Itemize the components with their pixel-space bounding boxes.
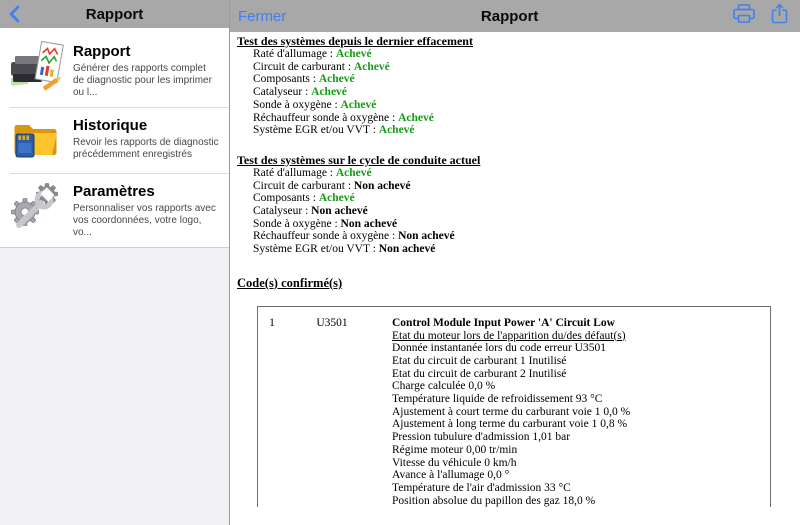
history-folder-icon: [10, 115, 64, 165]
report-printer-icon: [10, 41, 64, 91]
sidebar-item-description: Générer des rapports complet de diagnostic pour les imprimer ou l...: [73, 63, 212, 98]
test-status-row: Raté d'allumage : Achevé: [253, 166, 372, 179]
status-value: Achevé: [353, 60, 390, 73]
sidebar-header: [0, 0, 229, 28]
code-id: U3501: [316, 316, 348, 329]
test-status-row: Système EGR et/ou VVT : Achevé: [253, 124, 415, 137]
test-status-row: Catalyseur : Achevé: [253, 86, 347, 99]
report-toolbar: [230, 0, 800, 32]
test-status-row: Raté d'allumage : Achevé: [253, 48, 372, 60]
code-detail-line: Régime moteur 0,00 tr/min: [392, 443, 518, 456]
code-detail-line: Température de l'air d'admission 33 °C: [392, 481, 571, 494]
code-title: Control Module Input Power 'A' Circuit Low: [392, 316, 615, 329]
sidebar-item-text: [73, 181, 219, 239]
test-status-row: Réchauffeur sonde à oxygène : Non achevé: [253, 230, 455, 243]
sidebar-item-text: [73, 41, 219, 99]
sidebar-items: [0, 28, 229, 248]
test-status-row: Composants : Achevé: [253, 192, 355, 205]
test-status-row: Catalyseur : Non achevé: [253, 205, 368, 218]
sidebar-item-description: Personnaliser vos rapports avec vos coordonnées, votre logo, vo...: [73, 203, 216, 238]
status-value: Achevé: [340, 98, 377, 111]
status-value: Achevé: [335, 166, 372, 179]
test-status-row: Réchauffeur sonde à oxygène : Achevé: [253, 111, 434, 124]
status-value: Non achevé: [353, 179, 411, 192]
test-status-row: Composants : Achevé: [253, 73, 355, 86]
confirmed-codes-heading: Code(s) confirmé(s): [237, 275, 343, 290]
test-status-row: Circuit de carburant : Non achevé: [253, 179, 411, 192]
sidebar: [0, 0, 230, 525]
section-heading: Test des systèmes sur le cycle de conduite actuel: [237, 152, 481, 167]
close-button[interactable]: Fermer: [238, 7, 287, 25]
code-detail-line: Position absolue du papillon des gaz 18,0 %: [392, 494, 596, 507]
test-status-row: Circuit de carburant : Achevé: [253, 60, 390, 73]
status-value: Non achevé: [311, 205, 368, 218]
test-status-row: Système EGR et/ou VVT : Non achevé: [253, 243, 436, 256]
sidebar-item-text: [73, 115, 219, 161]
status-value: Non achevé: [398, 230, 455, 243]
test-status-row: Sonde à oxygène : Achevé: [253, 98, 377, 111]
code-detail-line: Avance à l'allumage 0,0 °: [392, 469, 510, 482]
status-value: Achevé: [335, 48, 372, 60]
code-description: [378, 317, 770, 507]
sidebar-item-title: Paramètres: [73, 183, 155, 200]
sidebar-item-rapport[interactable]: [0, 34, 229, 107]
code-detail-line: Etat du circuit de carburant 2 Inutilisé: [392, 367, 567, 380]
report-panel: [230, 0, 800, 525]
share-icon[interactable]: [771, 3, 788, 29]
code-detail-line: Vitesse du véhicule 0 km/h: [392, 456, 517, 469]
report-title: Rapport: [480, 7, 539, 25]
sidebar-item-title: Historique: [73, 117, 148, 134]
printer-icon[interactable]: [733, 4, 755, 28]
code-detail-line: Ajustement à court terme du carburant voie 1 0,0 %: [392, 405, 631, 418]
status-value: Achevé: [318, 73, 355, 86]
sidebar-empty-area: [0, 248, 229, 525]
status-value: Achevé: [398, 111, 434, 124]
code-subtitle: Etat du moteur lors de l'apparition du/des défaut(s): [392, 329, 626, 342]
systems-test-since-clear-section: [237, 35, 792, 137]
status-value: Achevé: [311, 86, 347, 99]
code-detail-line: Température liquide de refroidissement 93 °C: [392, 393, 603, 406]
back-chevron-icon[interactable]: [7, 5, 21, 23]
status-value: Achevé: [378, 124, 415, 137]
code-detail-line: Donnée instantanée lors du code erreur U3501: [392, 342, 606, 355]
systems-test-current-cycle-section: [237, 154, 792, 256]
sidebar-item-description: Revoir les rapports de diagnostic précédemment enregistrés: [73, 137, 219, 160]
status-value: Non achevé: [378, 243, 436, 256]
code-detail-line: Charge calculée 0,0 %: [392, 380, 496, 393]
toolbar-actions: [733, 3, 788, 29]
settings-gears-icon: [10, 181, 64, 231]
code-detail-line: Pression tubulure d'admission 1,01 bar: [392, 431, 571, 444]
report-document[interactable]: [230, 32, 800, 525]
sidebar-item-parametres[interactable]: [0, 174, 229, 247]
status-value: Achevé: [318, 192, 355, 205]
confirmed-codes-table: [257, 306, 771, 507]
code-index: 1: [269, 316, 275, 329]
status-value: Non achevé: [340, 217, 398, 230]
sidebar-title: Rapport: [85, 5, 144, 23]
test-status-row: Sonde à oxygène : Non achevé: [253, 217, 398, 230]
code-detail-line: Etat du circuit de carburant 1 Inutilisé: [392, 354, 567, 367]
sidebar-item-historique[interactable]: [0, 108, 229, 173]
code-detail-line: Ajustement à long terme du carburant voie 1 0,8 %: [392, 418, 628, 431]
section-heading: Test des systèmes depuis le dernier effacement: [237, 34, 473, 48]
sidebar-item-title: Rapport: [73, 43, 131, 60]
